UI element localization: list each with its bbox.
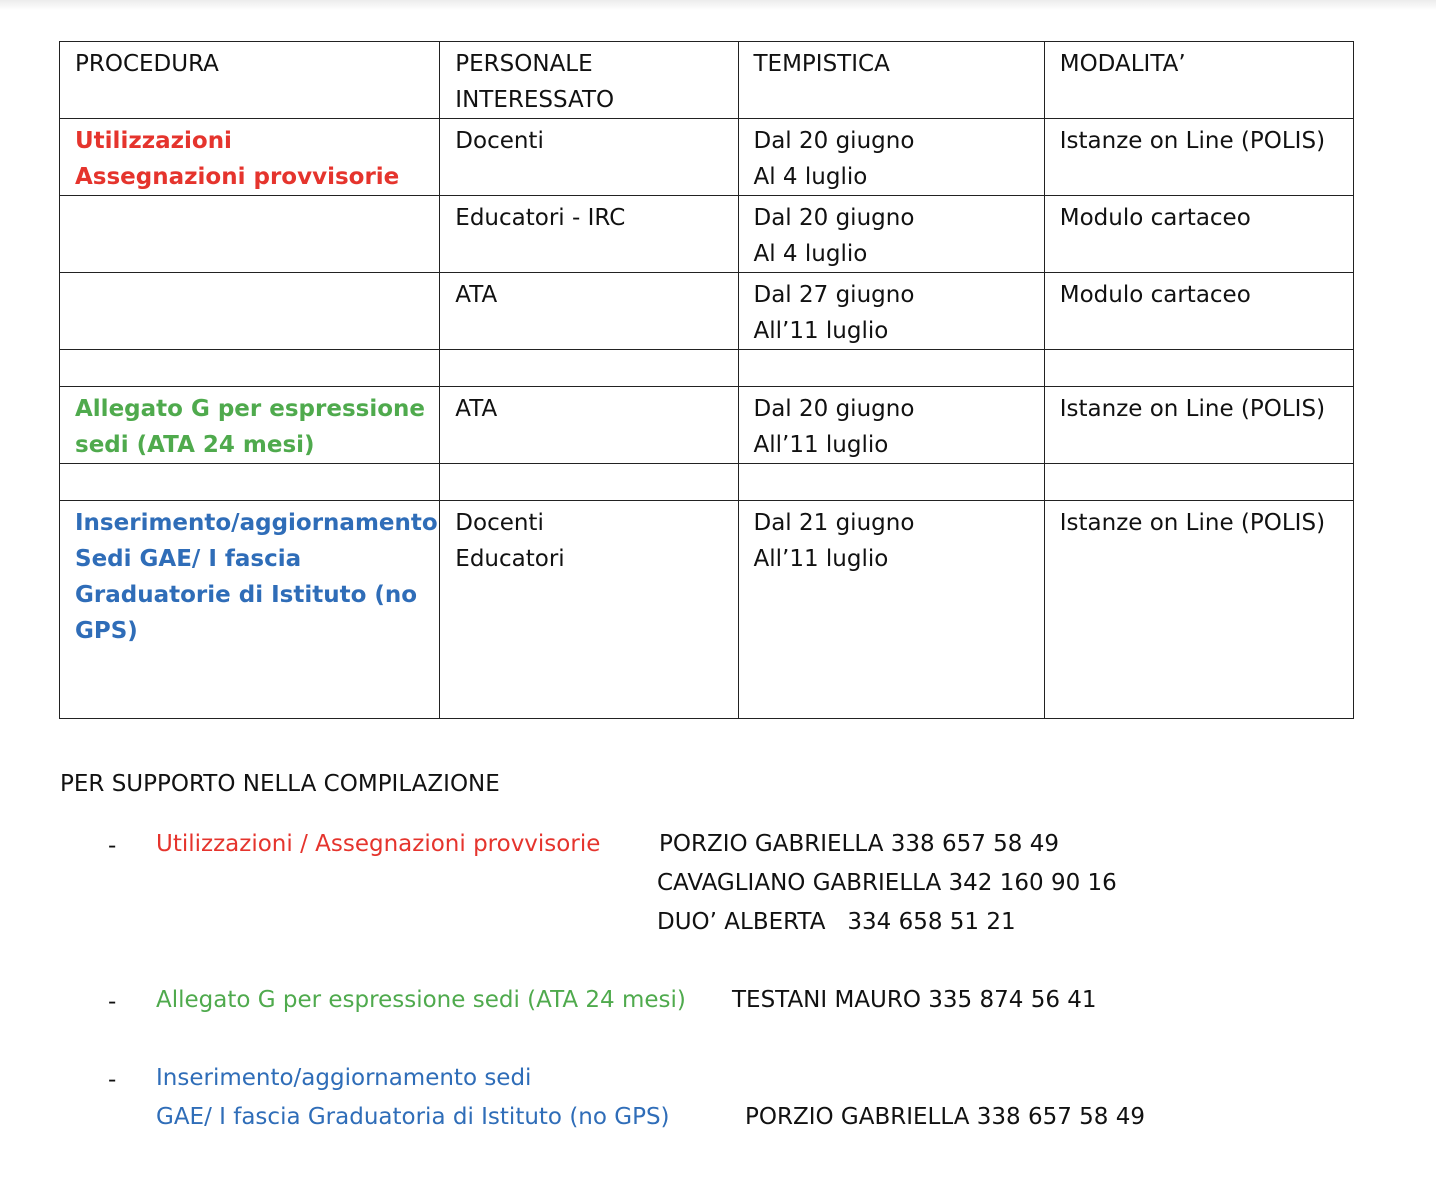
table-row [60,273,1354,350]
staff-cell: Educatori - IRC [440,196,738,273]
bullet-dash: - [108,989,117,1015]
procedure-utilizzazioni: Utilizzazioni Assegnazioni provvisorie [60,119,440,196]
empty-cell [1044,464,1353,501]
contact-line: CAVAGLIANO GABRIELLA 342 160 90 16 [657,870,1117,896]
contact-line: TESTANI MAURO 335 874 56 41 [732,987,1097,1013]
contact-line: PORZIO GABRIELLA 338 657 58 49 [745,1104,1146,1130]
timing-cell: Dal 27 giugno All’11 luglio [738,273,1044,350]
table-row-empty [60,464,1354,501]
top-shadow [0,0,1436,10]
table-row [60,196,1354,273]
header-tempistica: TEMPISTICA [738,42,1044,119]
procedure-allegato-g: Allegato G per espressione sedi (ATA 24 mesi) [60,387,440,464]
header-procedura: PROCEDURA [60,42,440,119]
support-label-inserimento: Inserimento/aggiornamento sedi GAE/ I fascia Graduatoria di Istituto (no GPS) [156,1065,670,1130]
bullet-dash: - [108,1067,117,1093]
procedure-cell [60,273,440,350]
empty-cell [738,350,1044,387]
mode-cell: Istanze on Line (POLIS) [1044,387,1353,464]
bullet-dash: - [108,833,117,859]
table-row [60,387,1354,464]
timing-cell: Dal 20 giugno All’11 luglio [738,387,1044,464]
empty-cell [60,350,440,387]
empty-cell [60,464,440,501]
staff-cell: ATA [440,273,738,350]
staff-cell: Docenti [440,119,738,196]
mode-cell: Istanze on Line (POLIS) [1044,119,1353,196]
header-personale: PERSONALE INTERESSATO [440,42,738,119]
table-header-row [60,42,1354,119]
procedure-cell [60,196,440,273]
mode-cell: Modulo cartaceo [1044,196,1353,273]
empty-cell [440,464,738,501]
empty-cell [440,350,738,387]
header-modalita: MODALITA’ [1044,42,1353,119]
table-row [60,501,1354,719]
support-label-allegato-g: Allegato G per espressione sedi (ATA 24 mesi) [156,987,686,1013]
staff-cell: Docenti Educatori [440,501,738,719]
table-row-empty [60,350,1354,387]
support-label-utilizzazioni: Utilizzazioni / Assegnazioni provvisorie [156,831,601,857]
mode-cell: Modulo cartaceo [1044,273,1353,350]
contact-line: PORZIO GABRIELLA 338 657 58 49 [659,831,1060,857]
empty-cell [1044,350,1353,387]
procedure-inserimento: Inserimento/aggiornamento Sedi GAE/ I fascia Graduatorie di Istituto (no GPS) [60,501,440,719]
contact-line: DUO’ ALBERTA 334 658 51 21 [657,909,1016,935]
timing-cell: Dal 20 giugno Al 4 luglio [738,196,1044,273]
procedures-table [59,41,1354,719]
timing-cell: Dal 20 giugno Al 4 luglio [738,119,1044,196]
support-title: PER SUPPORTO NELLA COMPILAZIONE [60,771,500,797]
staff-cell: ATA [440,387,738,464]
timing-cell: Dal 21 giugno All’11 luglio [738,501,1044,719]
mode-cell: Istanze on Line (POLIS) [1044,501,1353,719]
empty-cell [738,464,1044,501]
table-row [60,119,1354,196]
